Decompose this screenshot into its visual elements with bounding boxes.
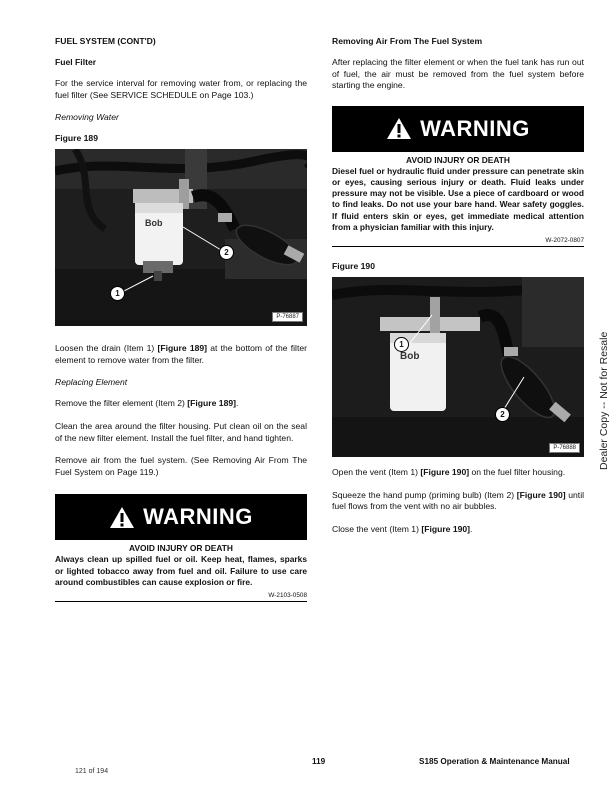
warning-banner	[332, 106, 584, 152]
figure-189-callout-1: 1	[110, 286, 125, 301]
removing-water-heading: Removing Water	[55, 112, 119, 123]
fuel-filter-photo-illustration	[55, 149, 307, 326]
loosen-drain-paragraph: Loosen the drain (Item 1) [Figure 189] at the bottom of the filter element to remove water from the filter.	[55, 343, 307, 365]
section-title: FUEL SYSTEM (CONT'D)	[55, 36, 156, 46]
warning-heading: AVOID INJURY OR DEATH	[406, 154, 510, 165]
svg-text:Bob: Bob	[145, 218, 163, 229]
figure-189-photo	[55, 149, 307, 326]
clean-area-paragraph: Clean the area around the filter housing. Put clean oil on the seal of the new filter element. Install the fuel filter, and hand tighten.	[55, 420, 307, 443]
warning-code: W-2103-0508	[55, 592, 307, 602]
open-vent-paragraph: Open the vent (Item 1) [Figure 190] on the fuel filter housing.	[332, 467, 566, 477]
warning-triangle-icon	[109, 506, 135, 529]
figure-189-title: Figure 189	[55, 133, 98, 144]
fuel-warning-box	[55, 494, 307, 602]
right-column	[332, 36, 584, 546]
warning-word: WARNING	[143, 504, 253, 530]
subsection-title: Fuel Filter	[55, 57, 97, 67]
figure-190-photo	[332, 277, 584, 457]
squeeze-pump-paragraph: Squeeze the hand pump (priming bulb) (Item 2) [Figure 190] until fuel flows from the vent with no air bubbles.	[332, 489, 585, 512]
warning-heading: AVOID INJURY OR DEATH	[129, 543, 233, 554]
warning-text: Diesel fuel or hydraulic fluid under pressure can penetrate skin or eyes, causing serious injury or death. Fluid leaks under pressure may not be visible. Use a piece of cardboard or wood to find leaks. Do not use your bare hand. Wear safety goggles. If fluid enters skin or eyes, get immediate medical attention from a physician familiar with this injury.	[332, 165, 584, 232]
close-vent-paragraph: Close the vent (Item 1) [Figure 190].	[332, 523, 473, 534]
page-count: 121 of 194	[75, 768, 109, 775]
figure-190-title: Figure 190	[332, 261, 375, 271]
intro-paragraph: For the service interval for removing water from, or replacing the fuel filter (See SERVICE SCHEDULE on Page 103.)	[55, 78, 307, 100]
removing-air-intro: After replacing the filter element or when the fuel tank has run out of fuel, the air must be removed from the fuel system before starting the engine.	[332, 57, 584, 91]
priming-bulb-photo-illustration	[332, 277, 584, 457]
page-number: 119	[312, 757, 326, 766]
figure-190-callout-1: 1	[394, 337, 409, 352]
manual-title: S185 Operation & Maintenance Manual	[419, 757, 570, 766]
remove-filter-paragraph: Remove the filter element (Item 2) [Figure 189].	[55, 398, 239, 409]
figure-189-photo-number: P-76887	[272, 312, 303, 322]
remove-air-paragraph: Remove air from the fuel system. (See Removing Air From The Fuel System on Page 119.)	[55, 455, 307, 477]
figure-190-photo-number: P-76888	[549, 443, 580, 453]
replacing-element-heading: Replacing Element	[55, 377, 128, 388]
warning-code: W-2072-0807	[332, 237, 584, 247]
warning-banner	[55, 494, 307, 540]
left-column	[55, 36, 307, 602]
warning-triangle-icon	[386, 117, 412, 140]
removing-air-title: Removing Air From The Fuel System	[332, 36, 483, 46]
svg-text:Bob: Bob	[400, 351, 420, 362]
figure-189-callout-2: 2	[219, 245, 234, 260]
warning-word: WARNING	[420, 115, 530, 141]
figure-190-callout-2: 2	[495, 407, 510, 422]
dealer-copy-watermark: Dealer Copy -- Not for Resale	[598, 331, 610, 470]
pressure-warning-box	[332, 106, 584, 247]
warning-text: Always clean up spilled fuel or oil. Keep heat, flames, sparks or lighted tobacco away from fuel and oil. Failure to use care around combustibles can cause explosion or fire.	[55, 554, 307, 587]
